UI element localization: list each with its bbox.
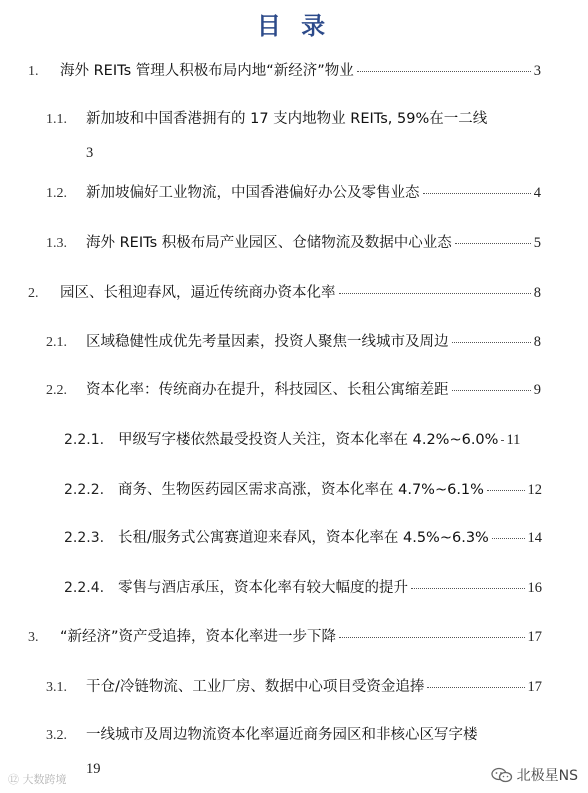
toc-page-number: 8 [533, 334, 541, 350]
toc-entry-2-2-3[interactable] [64, 526, 542, 547]
toc-number: 2.2. [46, 383, 67, 398]
toc-text: 区域稳健性成优先考量因素，投资人聚焦一线城市及周边 [86, 334, 449, 350]
toc-title: 目 录 [256, 12, 332, 40]
toc-entry-1[interactable] [28, 59, 541, 80]
toc-text: “新经济”资产受追捧，资本化率进一步下降 [60, 629, 337, 645]
toc-entry-1-2[interactable] [46, 181, 541, 202]
toc-text: 资本化率：传统商办在提升，科技园区、长租公寓缩差距 [86, 382, 449, 398]
toc-number: 2. [28, 286, 39, 301]
toc-page-number: 19 [86, 761, 101, 777]
toc-text: 商务、生物医药园区需求高涨，资本化率在 4.7%~6.1% [118, 482, 484, 498]
toc-text: 海外 REITs 积极布局产业园区、仓储物流及数据中心业态 [86, 235, 452, 251]
toc-page-number: 17 [527, 629, 542, 645]
toc-number: 2.2.1. [64, 432, 105, 448]
dot-leader [357, 71, 531, 72]
toc-page-number: 8 [533, 285, 541, 301]
watermark-left: ⑫ 大数跨境 [8, 773, 67, 786]
toc-page-number: 14 [527, 530, 542, 546]
dot-leader [492, 538, 525, 539]
toc-page-number: 9 [533, 382, 541, 398]
dot-leader [487, 490, 525, 491]
toc-entry-2-2-2[interactable] [64, 478, 542, 499]
wechat-icon [491, 767, 513, 783]
toc-page-number: 5 [533, 235, 541, 251]
toc-number: 1.3. [46, 236, 67, 251]
toc-entry-2-2-1[interactable] [64, 428, 542, 449]
toc-text: 长租/服务式公寓赛道迎来春风，资本化率在 4.5%~6.3% [118, 530, 489, 546]
toc-entry-1-1[interactable] [46, 107, 546, 128]
toc-text: 新加坡和中国香港拥有的 17 支内地物业 REITs, 59%在一二线 [86, 111, 488, 127]
toc-page-number: 12 [527, 482, 542, 498]
toc-number: 2.2.2. [64, 482, 105, 498]
toc-number: 3. [28, 630, 39, 645]
toc-entry-2-2-4[interactable] [64, 576, 542, 597]
dot-leader [452, 390, 531, 391]
toc-entry-3-2[interactable] [46, 723, 546, 744]
dot-leader [339, 637, 524, 638]
toc-text: 一线城市及周边物流资本化率逼近商务园区和非核心区写字楼 [86, 727, 478, 743]
toc-text: 甲级写字楼依然最受投资人关注，资本化率在 4.2%~6.0% [118, 432, 499, 448]
toc-number: 3.2. [46, 728, 67, 743]
toc-entry-3[interactable] [28, 625, 542, 646]
dot-leader [455, 243, 531, 244]
toc-number: 1. [28, 64, 39, 79]
toc-number: 1.1. [46, 112, 67, 127]
toc-entry-2-2[interactable] [46, 378, 541, 399]
toc-number: 2.2.3. [64, 530, 105, 546]
toc-entry-2-1[interactable] [46, 330, 541, 351]
toc-text: 海外 REITs 管理人积极布局内地“新经济”物业 [60, 63, 354, 79]
toc-text: 园区、长租迎春风，逼近传统商办资本化率 [60, 285, 336, 301]
dot-leader [501, 440, 503, 441]
dot-leader [427, 687, 524, 688]
toc-page-number: 4 [533, 185, 541, 201]
dot-leader [423, 193, 531, 194]
toc-page-number: 3 [86, 145, 94, 161]
toc-number: 3.1. [46, 680, 67, 695]
dot-leader [339, 293, 531, 294]
watermark-right [491, 765, 578, 785]
toc-page-number: 11 [506, 432, 521, 448]
toc-number: 2.2.4. [64, 580, 105, 596]
toc-page-number: 16 [527, 580, 542, 596]
toc-number: 1.2. [46, 186, 67, 201]
toc-text: 新加坡偏好工业物流，中国香港偏好办公及零售业态 [86, 185, 420, 201]
toc-page-number: 3 [533, 63, 541, 79]
toc-entry-1-3[interactable] [46, 231, 541, 252]
toc-number: 2.1. [46, 335, 67, 350]
dot-leader [411, 588, 525, 589]
dot-leader [452, 342, 531, 343]
toc-text: 干仓/冷链物流、工业厂房、数据中心项目受资金追捧 [86, 679, 425, 695]
toc-entry-2[interactable] [28, 281, 541, 302]
toc-page-number: 17 [527, 679, 542, 695]
toc-entry-3-1[interactable] [46, 675, 542, 696]
watermark-right-text: 北极星NS [516, 768, 578, 784]
toc-text: 零售与酒店承压，资本化率有较大幅度的提升 [118, 580, 408, 596]
